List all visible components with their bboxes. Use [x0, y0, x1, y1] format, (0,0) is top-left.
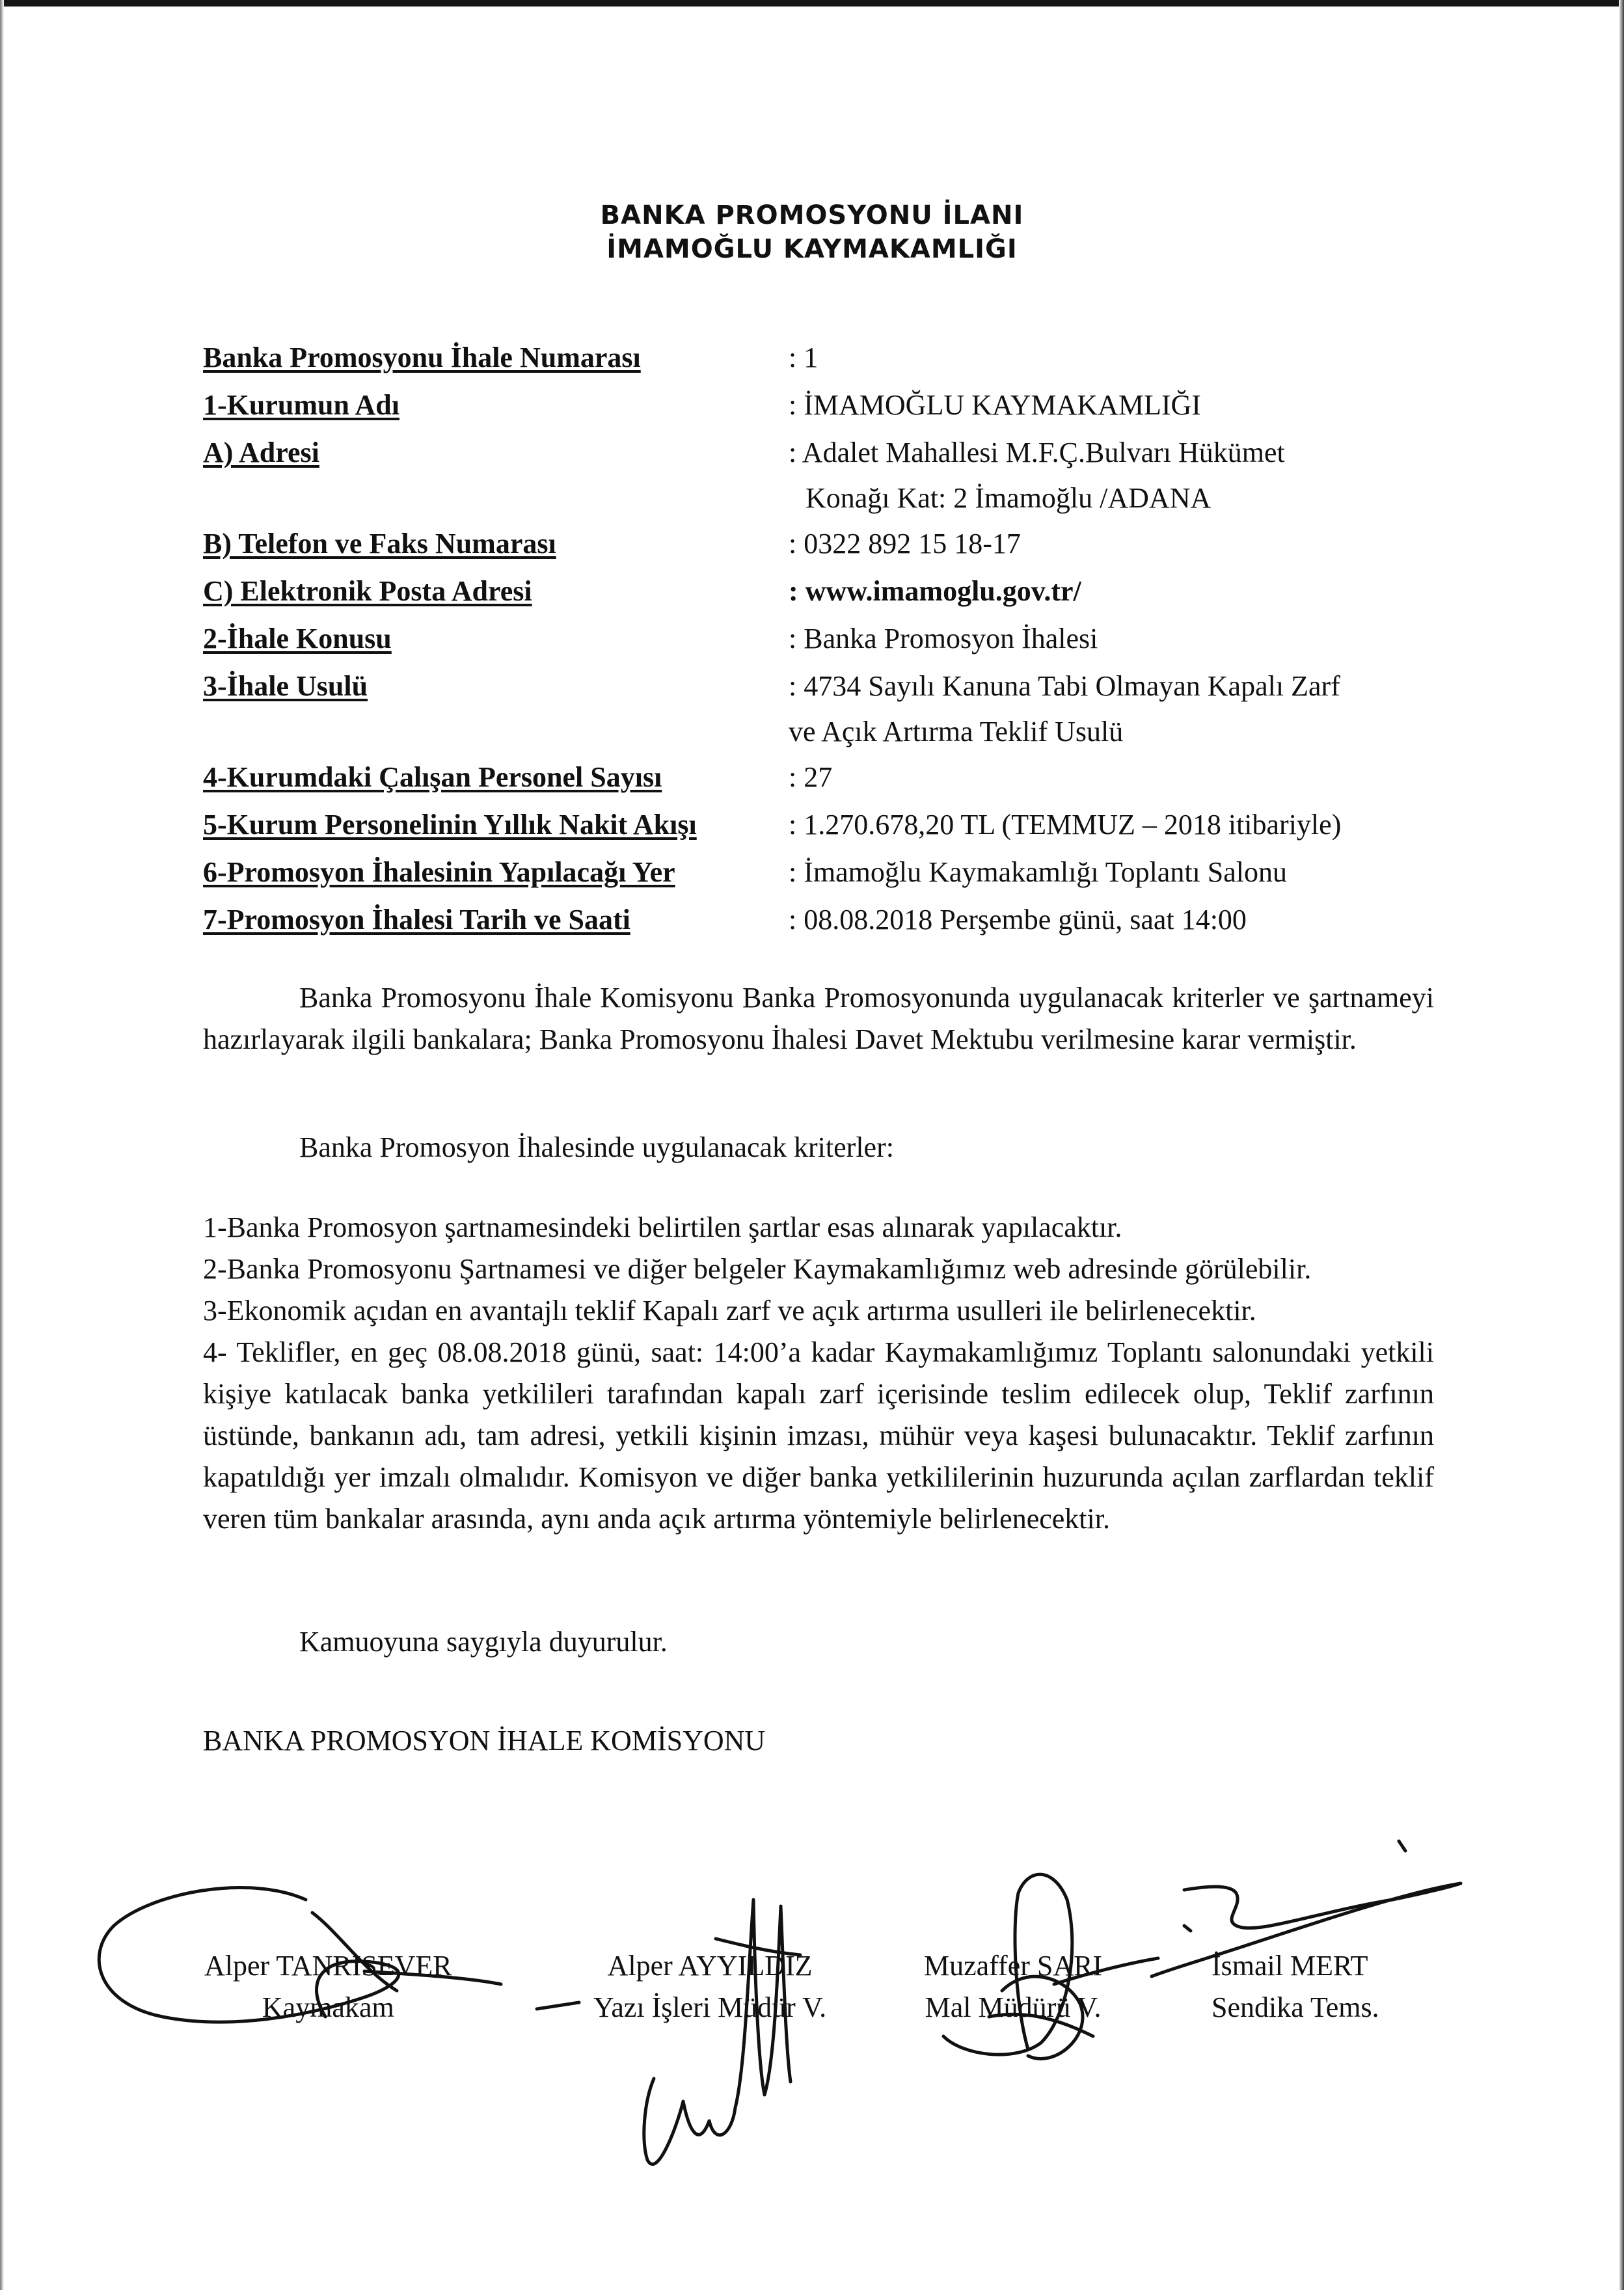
criteria-list: [203, 1207, 1434, 1540]
criteria-intro: Banka Promosyon İhalesinde uygulanacak kriterler:: [299, 1131, 894, 1163]
body-paragraph: Banka Promosyonu İhale Komisyonu Banka Promosyonunda uygulanacak kriterler ve şartnameyi hazırlayarak ilgili bankalara; Banka Promosyonu İhalesi Davet Mektubu verilmesine karar vermiştir.: [203, 982, 1434, 1055]
field-label: B) Telefon ve Faks Numarası: [203, 528, 556, 559]
signatory-name: Alper AYYILDIZ: [607, 1950, 813, 1982]
field-value-line2: ve Açık Artırma Teklif Usulü: [789, 716, 1124, 748]
signatory-title: Sendika Tems.: [1211, 1991, 1379, 2023]
field-row: [203, 383, 1439, 430]
field-label: 5-Kurum Personelinin Yıllık Nakit Akışı: [203, 809, 697, 841]
field-value: : 08.08.2018 Perşembe günü, saat 14:00: [789, 904, 1247, 936]
email-link[interactable]: : www.imamoglu.gov.tr/: [789, 575, 1081, 607]
field-value: : 0322 892 15 18-17: [789, 528, 1021, 559]
field-label: 6-Promosyon İhalesinin Yapılacağı Yer: [203, 856, 675, 888]
field-value: [789, 430, 1446, 521]
field-row: [203, 850, 1439, 897]
field-value: : 1.270.678,20 TL (TEMMUZ – 2018 itibariyle): [789, 809, 1342, 841]
field-label: Banka Promosyonu İhale Numarası: [203, 342, 641, 373]
signature-ayyildiz: [644, 1900, 800, 2164]
signatory-block: [204, 1945, 452, 2028]
field-value-line1: : Adalet Mahallesi M.F.Ç.Bulvarı Hükümet: [789, 437, 1285, 468]
field-label: 7-Promosyon İhalesi Tarih ve Saati: [203, 904, 630, 936]
field-value: : Banka Promosyon İhalesi: [789, 623, 1098, 654]
criteria-item: 1-Banka Promosyon şartnamesindeki belirtilen şartlar esas alınarak yapılacaktır.: [203, 1211, 1122, 1243]
field-label: 4-Kurumdaki Çalışan Personel Sayısı: [203, 761, 662, 793]
field-value: : 1: [789, 342, 819, 373]
field-label: A) Adresi: [203, 437, 319, 468]
document-subtitle: İMAMOĞLU KAYMAKAMLIĞI: [606, 234, 1018, 264]
field-label: 3-İhale Usulü: [203, 670, 368, 702]
signatory-title: Mal Müdürü V.: [925, 1991, 1102, 2023]
field-row: [203, 664, 1439, 755]
field-label: 2-İhale Konusu: [203, 623, 392, 654]
signatory-block: [924, 1945, 1102, 2028]
field-row: [203, 802, 1439, 850]
field-row: [203, 755, 1439, 802]
signatory-name: Muzaffer SARI: [924, 1950, 1103, 1982]
field-value: : İmamoğlu Kaymakamlığı Toplantı Salonu: [789, 856, 1288, 888]
signatory-name: İsmail MERT: [1211, 1950, 1368, 1982]
signatory-block: [593, 1945, 826, 2028]
field-label: 1-Kurumun Adı: [203, 389, 399, 421]
field-row: [203, 335, 1439, 383]
field-row: [203, 897, 1439, 945]
announcement-fields: [203, 335, 1439, 945]
field-row: [203, 521, 1439, 569]
field-row: [203, 430, 1439, 521]
signatory-title: Kaymakam: [262, 1991, 394, 2023]
signatory-block: [1211, 1945, 1379, 2028]
field-value-line2: Konağı Kat: 2 İmamoğlu /ADANA: [805, 482, 1211, 514]
signatory-title: Yazı İşleri Müdür V.: [593, 1991, 827, 2023]
document-title: BANKA PROMOSYONU İLANI: [600, 200, 1024, 230]
criteria-item: 3-Ekonomik açıdan en avantajlı teklif Kapalı zarf ve açık artırma usulleri ile belirlenecektir.: [203, 1295, 1256, 1327]
criteria-item: 2-Banka Promosyonu Şartnamesi ve diğer belgeler Kaymakamlığımız web adresinde görülebilir.: [203, 1253, 1312, 1285]
field-value-line1: : 4734 Sayılı Kanuna Tabi Olmayan Kapalı Zarf: [789, 670, 1340, 702]
field-value: [789, 664, 1446, 755]
field-value: : 27: [789, 761, 833, 793]
scan-border-top: [0, 0, 1624, 7]
field-row: [203, 569, 1439, 616]
signature-dash: [537, 2002, 579, 2009]
criteria-item: 4- Teklifler, en geç 08.08.2018 günü, saat: 14:00’a kadar Kaymakamlığımız Toplantı salonundaki yetkili kişiye katılacak banka yetkilileri tarafından kapalı zarf içerisinde teslim edilecek olup, Teklif zarfının üstünde, bankanın adı, tam adresi, yetkili kişinin imzası, mühür veya kaşesi bulunacaktır. Teklif zarfının kapatıldığı yer imzalı olmalıdır. Komisyon ve diğer banka yetkililerinin huzurunda açılan zarflardan teklif veren tüm bankalar arasında, aynı anda açık artırma yöntemiyle belirlenecektir.: [203, 1336, 1434, 1535]
field-row: [203, 616, 1439, 664]
field-value: : İMAMOĞLU KAYMAKAMLIĞI: [789, 389, 1201, 421]
closing-line: Kamuoyuna saygıyla duyurulur.: [299, 1626, 668, 1658]
signatory-name: Alper TANRISEVER: [204, 1950, 452, 1982]
committee-name: BANKA PROMOSYON İHALE KOMİSYONU: [203, 1725, 766, 1757]
field-label: C) Elektronik Posta Adresi: [203, 575, 532, 607]
